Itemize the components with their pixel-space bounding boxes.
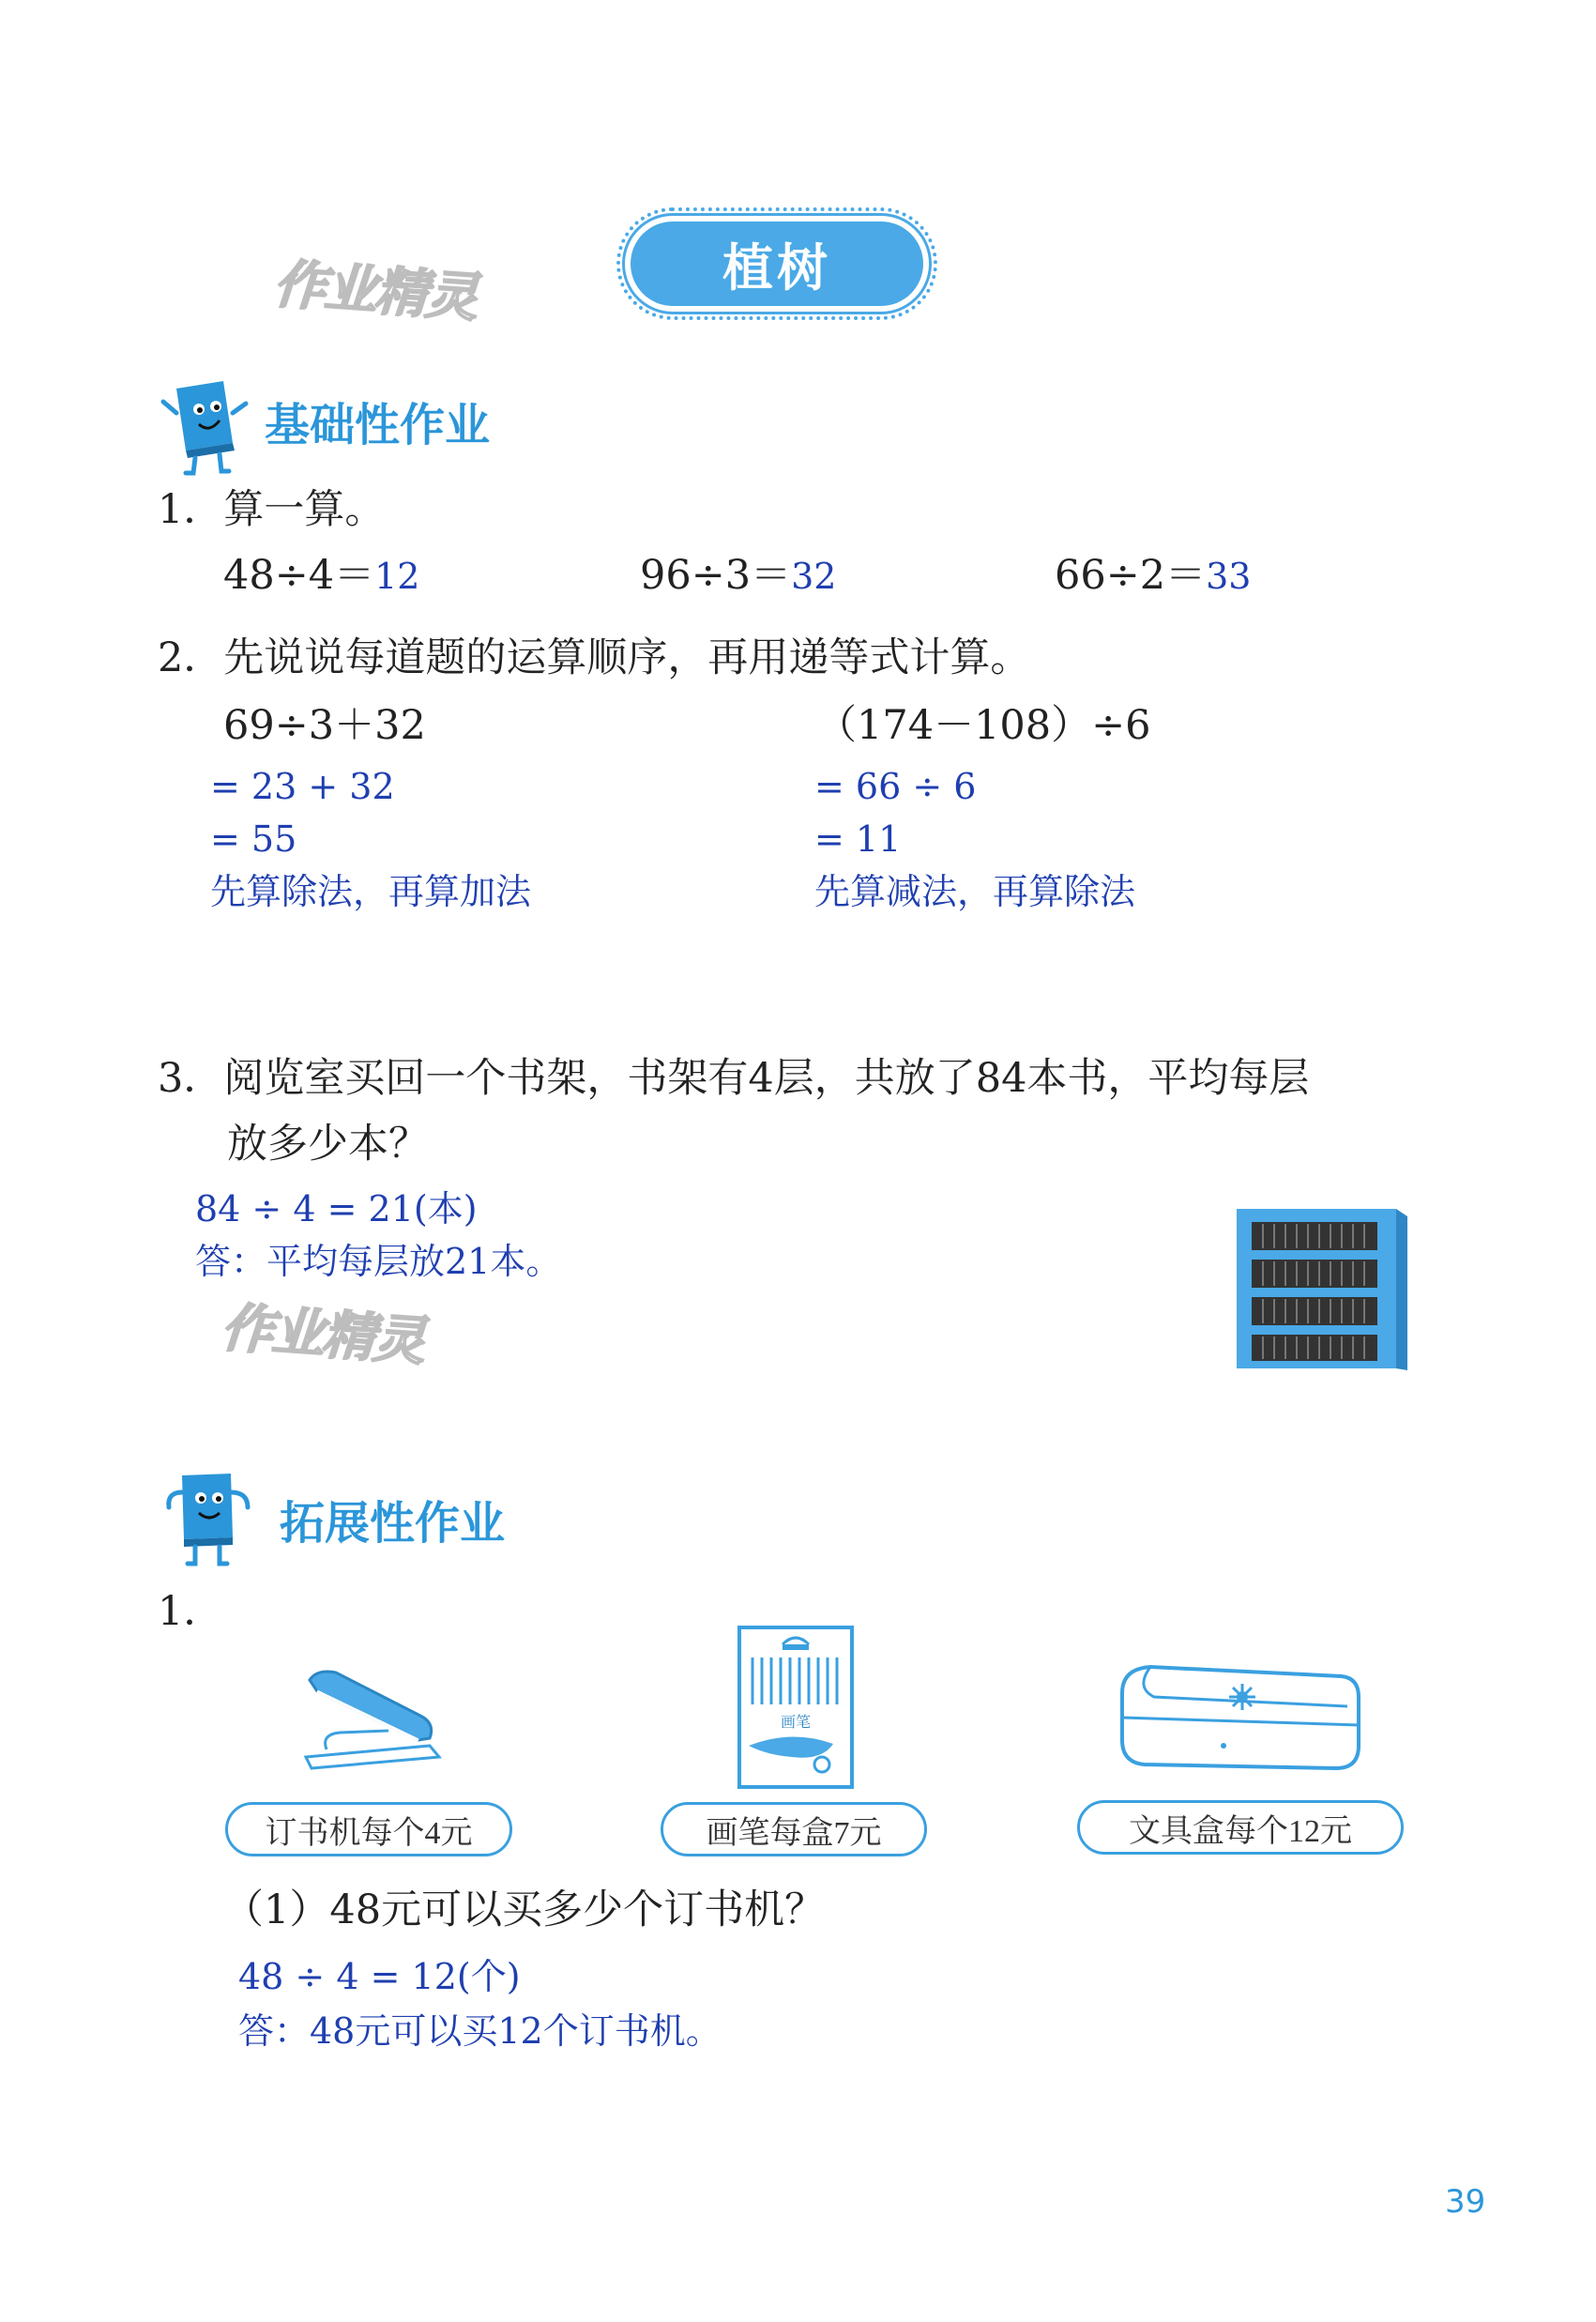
- question-1-label: 1．算一算。: [158, 486, 386, 533]
- question-2-label: 2．先说说每道题的运算顺序，再用递等式计算。: [158, 634, 1031, 681]
- ext-question-1-label: 1．: [158, 1588, 224, 1635]
- calc-answer: 12: [374, 556, 420, 597]
- calc-answer: 33: [1206, 556, 1252, 597]
- q2-left-step1: = 23 + 32: [210, 766, 395, 807]
- mascot-book-icon-2: [158, 1464, 261, 1571]
- paint-brushes-box-icon: [736, 1624, 856, 1795]
- question-3-line1: 3．阅览室买回一个书架，书架有4层，共放了84本书，平均每层: [158, 1055, 1310, 1102]
- ext-sub-question-1: （1）48元可以买多少个订书机？: [223, 1887, 826, 1933]
- brushes-box-label: 画笔: [780, 1713, 812, 1731]
- section-title-basic: 基础性作业: [265, 399, 491, 451]
- price-tag-label: 订书机每个4元: [265, 1815, 473, 1851]
- calc-item-2: [640, 552, 836, 601]
- calc-expr: 96÷3＝: [640, 552, 792, 599]
- price-tag-pencil-case: [1077, 1800, 1404, 1855]
- q3-answer-expr: 84 ÷ 4 = 21(本): [195, 1188, 478, 1230]
- calc-expr: 66÷2＝: [1055, 552, 1207, 599]
- calc-answer: 32: [791, 556, 837, 597]
- question-3-line2: 放多少本？: [227, 1121, 429, 1168]
- q2-right-step1: = 66 ÷ 6: [814, 766, 977, 807]
- price-tag-stapler: [225, 1802, 512, 1856]
- q2-right-expr: （174－108）÷6: [816, 702, 1151, 749]
- price-tag-brushes: [661, 1802, 927, 1856]
- watermark-middle: 作业精灵: [219, 1297, 426, 1373]
- page-title-badge: [631, 222, 923, 306]
- price-tag-label: 画笔每盒7元: [706, 1815, 882, 1851]
- q2-left-expr: 69÷3＋32: [223, 702, 426, 749]
- calc-item-1: [223, 552, 419, 601]
- q2-right-step2: = 11: [814, 818, 902, 860]
- calc-item-3: [1055, 552, 1251, 601]
- q2-left-note: 先算除法，再算加法: [210, 871, 532, 912]
- ext-sub1-answer-expr: 48 ÷ 4 = 12(个): [238, 1956, 521, 1997]
- calc-expr: 48÷4＝: [223, 552, 375, 599]
- ext-sub1-answer-text: 答：48元可以买12个订书机。: [238, 2010, 722, 2052]
- page-title: 植树: [722, 237, 831, 298]
- price-tag-label: 文具盒每个12元: [1129, 1813, 1352, 1849]
- section-title-extended: 拓展性作业: [280, 1497, 506, 1550]
- watermark-top: 作业精灵: [271, 253, 479, 329]
- q2-right-note: 先算减法，再算除法: [814, 871, 1136, 912]
- bookshelf-icon: [1237, 1203, 1409, 1374]
- q2-left-step2: = 55: [210, 818, 297, 860]
- page-number: 39: [1445, 2183, 1486, 2221]
- mascot-book-icon: [158, 375, 251, 482]
- pencil-case-icon: [1113, 1659, 1366, 1783]
- stapler-icon: [298, 1663, 445, 1780]
- q3-answer-text: 答：平均每层放21本。: [195, 1241, 562, 1282]
